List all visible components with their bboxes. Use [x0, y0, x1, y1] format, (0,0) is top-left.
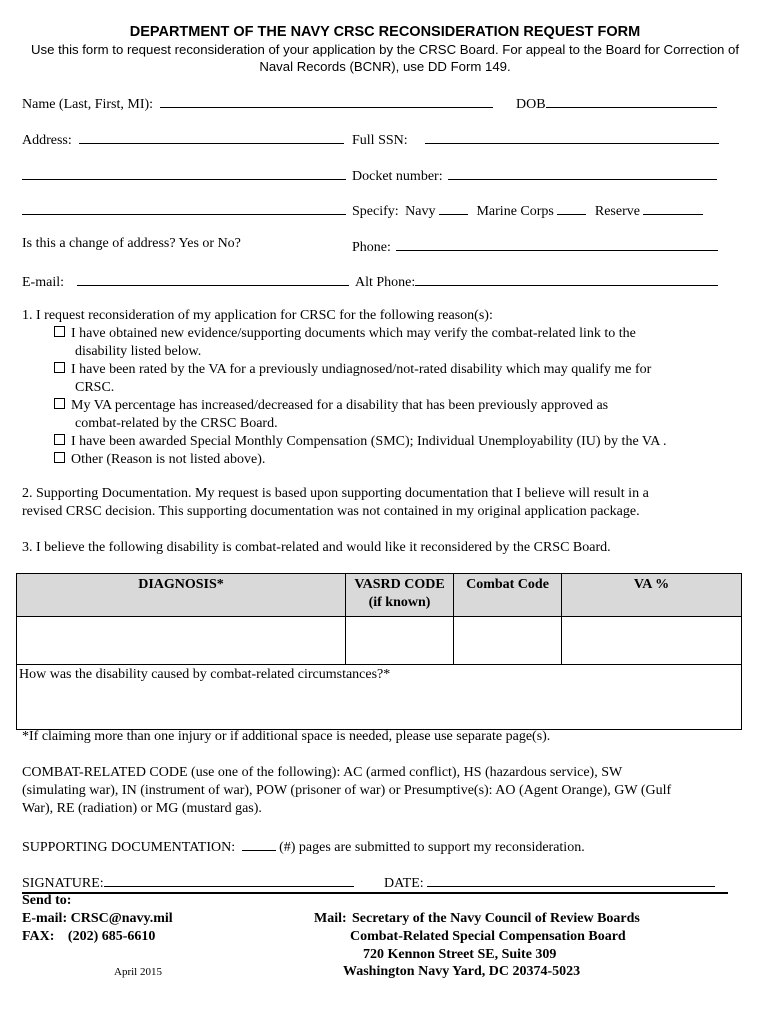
ssn-field[interactable] — [425, 129, 719, 144]
date-label: DATE: — [384, 876, 424, 891]
signature-label: SIGNATURE: — [22, 876, 104, 891]
address-row — [22, 129, 344, 149]
reason-item — [54, 451, 734, 469]
email-row — [22, 271, 349, 291]
how-caused-label: How was the disability caused by combat-related circumstances?* — [19, 667, 391, 682]
send-email: E-mail: CRSC@navy.mil — [22, 911, 173, 926]
ssn-row — [352, 129, 719, 149]
fax-number: (202) 685-6610 — [67, 929, 156, 944]
address-field[interactable] — [79, 129, 344, 144]
reason-text: My VA percentage has increased/decreased for a disability that has been previously approved as — [71, 398, 609, 413]
disability-table — [16, 573, 742, 730]
email-label: E-mail: — [22, 275, 64, 290]
dob-field[interactable] — [546, 93, 717, 108]
form-intro: Use this form to request reconsideration of your application by the CRSC Board. For appeal to the Board for Correction of Naval Records (BCNR), use DD Form 149. — [30, 42, 740, 74]
diagnosis-cell[interactable] — [17, 617, 346, 665]
table-header-row — [17, 574, 742, 617]
vasrd-code-header: VASRD CODE (if known) — [346, 574, 454, 617]
send-to-label: Send to: — [22, 893, 72, 908]
docket-label: Docket number: — [352, 169, 443, 184]
date-row — [384, 872, 715, 892]
signature-divider — [22, 892, 728, 894]
combat-code-line3: War), RE (radiation) or MG (mustard gas). — [22, 801, 262, 816]
dob-label: DOB — [516, 97, 546, 112]
navy-label: Navy — [405, 204, 436, 219]
checkbox[interactable] — [54, 398, 65, 409]
supporting-suffix: (#) pages are submitted to support my reconsideration. — [279, 840, 585, 855]
dob-row — [516, 93, 717, 113]
form-title: DEPARTMENT OF THE NAVY CRSC RECONSIDERATION REQUEST FORM — [129, 24, 641, 40]
email-field[interactable] — [77, 271, 349, 286]
specify-row — [352, 200, 703, 220]
footnote: *If claiming more than one injury or if additional space is needed, please use separate page(s). — [22, 729, 551, 744]
marine-corps-field[interactable] — [557, 200, 586, 215]
supporting-label: SUPPORTING DOCUMENTATION: — [22, 840, 236, 855]
section2-line2: revised CRSC decision. This supporting documentation was not contained in my original application package. — [22, 504, 640, 519]
signature-field[interactable] — [104, 872, 354, 887]
docket-row — [352, 165, 717, 185]
checkbox[interactable] — [54, 362, 65, 373]
reason-text-cont: CRSC. — [75, 380, 115, 395]
address-line2-field[interactable] — [22, 165, 346, 180]
reason-text: I have been rated by the VA for a previously undiagnosed/not-rated disability which may qualify me for — [71, 362, 652, 377]
alt-phone-label: Alt Phone: — [355, 275, 416, 290]
navy-field[interactable] — [439, 200, 468, 215]
reason-text: I have been awarded Special Monthly Compensation (SMC); Individual Unemployability (IU) by the VA . — [71, 434, 667, 449]
how-caused-cell[interactable] — [17, 665, 742, 730]
combat-code-header: Combat Code — [454, 574, 562, 617]
signature-row — [22, 872, 354, 892]
alt-phone-field[interactable] — [415, 271, 718, 286]
checkbox[interactable] — [54, 434, 65, 445]
mail-label: Mail: — [314, 911, 347, 926]
checkbox[interactable] — [54, 452, 65, 463]
va-percent-cell[interactable] — [562, 617, 742, 665]
alt-phone-row — [355, 271, 718, 291]
phone-row — [352, 236, 718, 256]
mail-address-line1: Secretary of the Navy Council of Review Boards — [352, 911, 640, 926]
fax-label: FAX: — [22, 929, 55, 944]
reason-item — [54, 361, 734, 397]
ssn-label: Full SSN: — [352, 133, 408, 148]
reason-text: Other (Reason is not listed above). — [71, 452, 266, 467]
combat-code-cell[interactable] — [454, 617, 562, 665]
table-row — [17, 617, 742, 665]
vasrd-code-cell[interactable] — [346, 617, 454, 665]
reason-text-cont: disability listed below. — [75, 344, 202, 359]
phone-field[interactable] — [396, 236, 718, 251]
mail-address-line4: Washington Navy Yard, DC 20374-5023 — [343, 964, 581, 979]
checkbox[interactable] — [54, 326, 65, 337]
docket-field[interactable] — [448, 165, 717, 180]
diagnosis-header: DIAGNOSIS* — [17, 574, 346, 617]
how-caused-row — [17, 665, 742, 730]
pages-count-field[interactable] — [242, 836, 276, 851]
specify-label: Specify: — [352, 204, 399, 219]
reason-item — [54, 397, 734, 433]
name-label: Name (Last, First, MI): — [22, 97, 154, 112]
phone-label: Phone: — [352, 240, 391, 255]
address-line2-row — [22, 165, 346, 185]
date-field[interactable] — [427, 872, 715, 887]
address-label: Address: — [22, 133, 72, 148]
section2-line1: 2. Supporting Documentation. My request is based upon supporting documentation that I believe will result in a — [22, 486, 649, 501]
reason-text: I have obtained new evidence/supporting documents which may verify the combat-related link to the — [71, 326, 636, 341]
address-line3-field[interactable] — [22, 200, 346, 215]
form-date-stamp: April 2015 — [114, 966, 162, 978]
combat-code-line2: (simulating war), IN (instrument of war), POW (prisoner of war) or Presumptive(s): AO (Agent Orange), GW (Gulf — [22, 783, 672, 798]
reserve-label: Reserve — [594, 204, 640, 219]
marine-corps-label: Marine Corps — [476, 204, 554, 219]
combat-code-line1: COMBAT-RELATED CODE (use one of the following): AC (armed conflict), HS (hazardous service), SW — [22, 765, 623, 780]
reason-item — [54, 433, 734, 451]
va-percent-header: VA % — [562, 574, 742, 617]
reason-item — [54, 325, 734, 361]
mail-address-line2: Combat-Related Special Compensation Board — [350, 929, 626, 944]
change-of-address-question: Is this a change of address? Yes or No? — [22, 236, 241, 251]
name-field[interactable] — [160, 93, 493, 108]
section3-text: 3. I believe the following disability is combat-related and would like it reconsidered by the CRSC Board. — [22, 540, 611, 555]
reason-text-cont: combat-related by the CRSC Board. — [75, 416, 278, 431]
name-row — [22, 93, 493, 113]
mail-address-line3: 720 Kennon Street SE, Suite 309 — [363, 947, 557, 962]
send-fax-row — [22, 929, 155, 945]
reserve-field[interactable] — [643, 200, 703, 215]
supporting-documentation-row — [22, 836, 585, 856]
section1-heading: 1. I request reconsideration of my application for CRSC for the following reason(s): — [22, 308, 493, 323]
address-line3-row — [22, 200, 346, 220]
